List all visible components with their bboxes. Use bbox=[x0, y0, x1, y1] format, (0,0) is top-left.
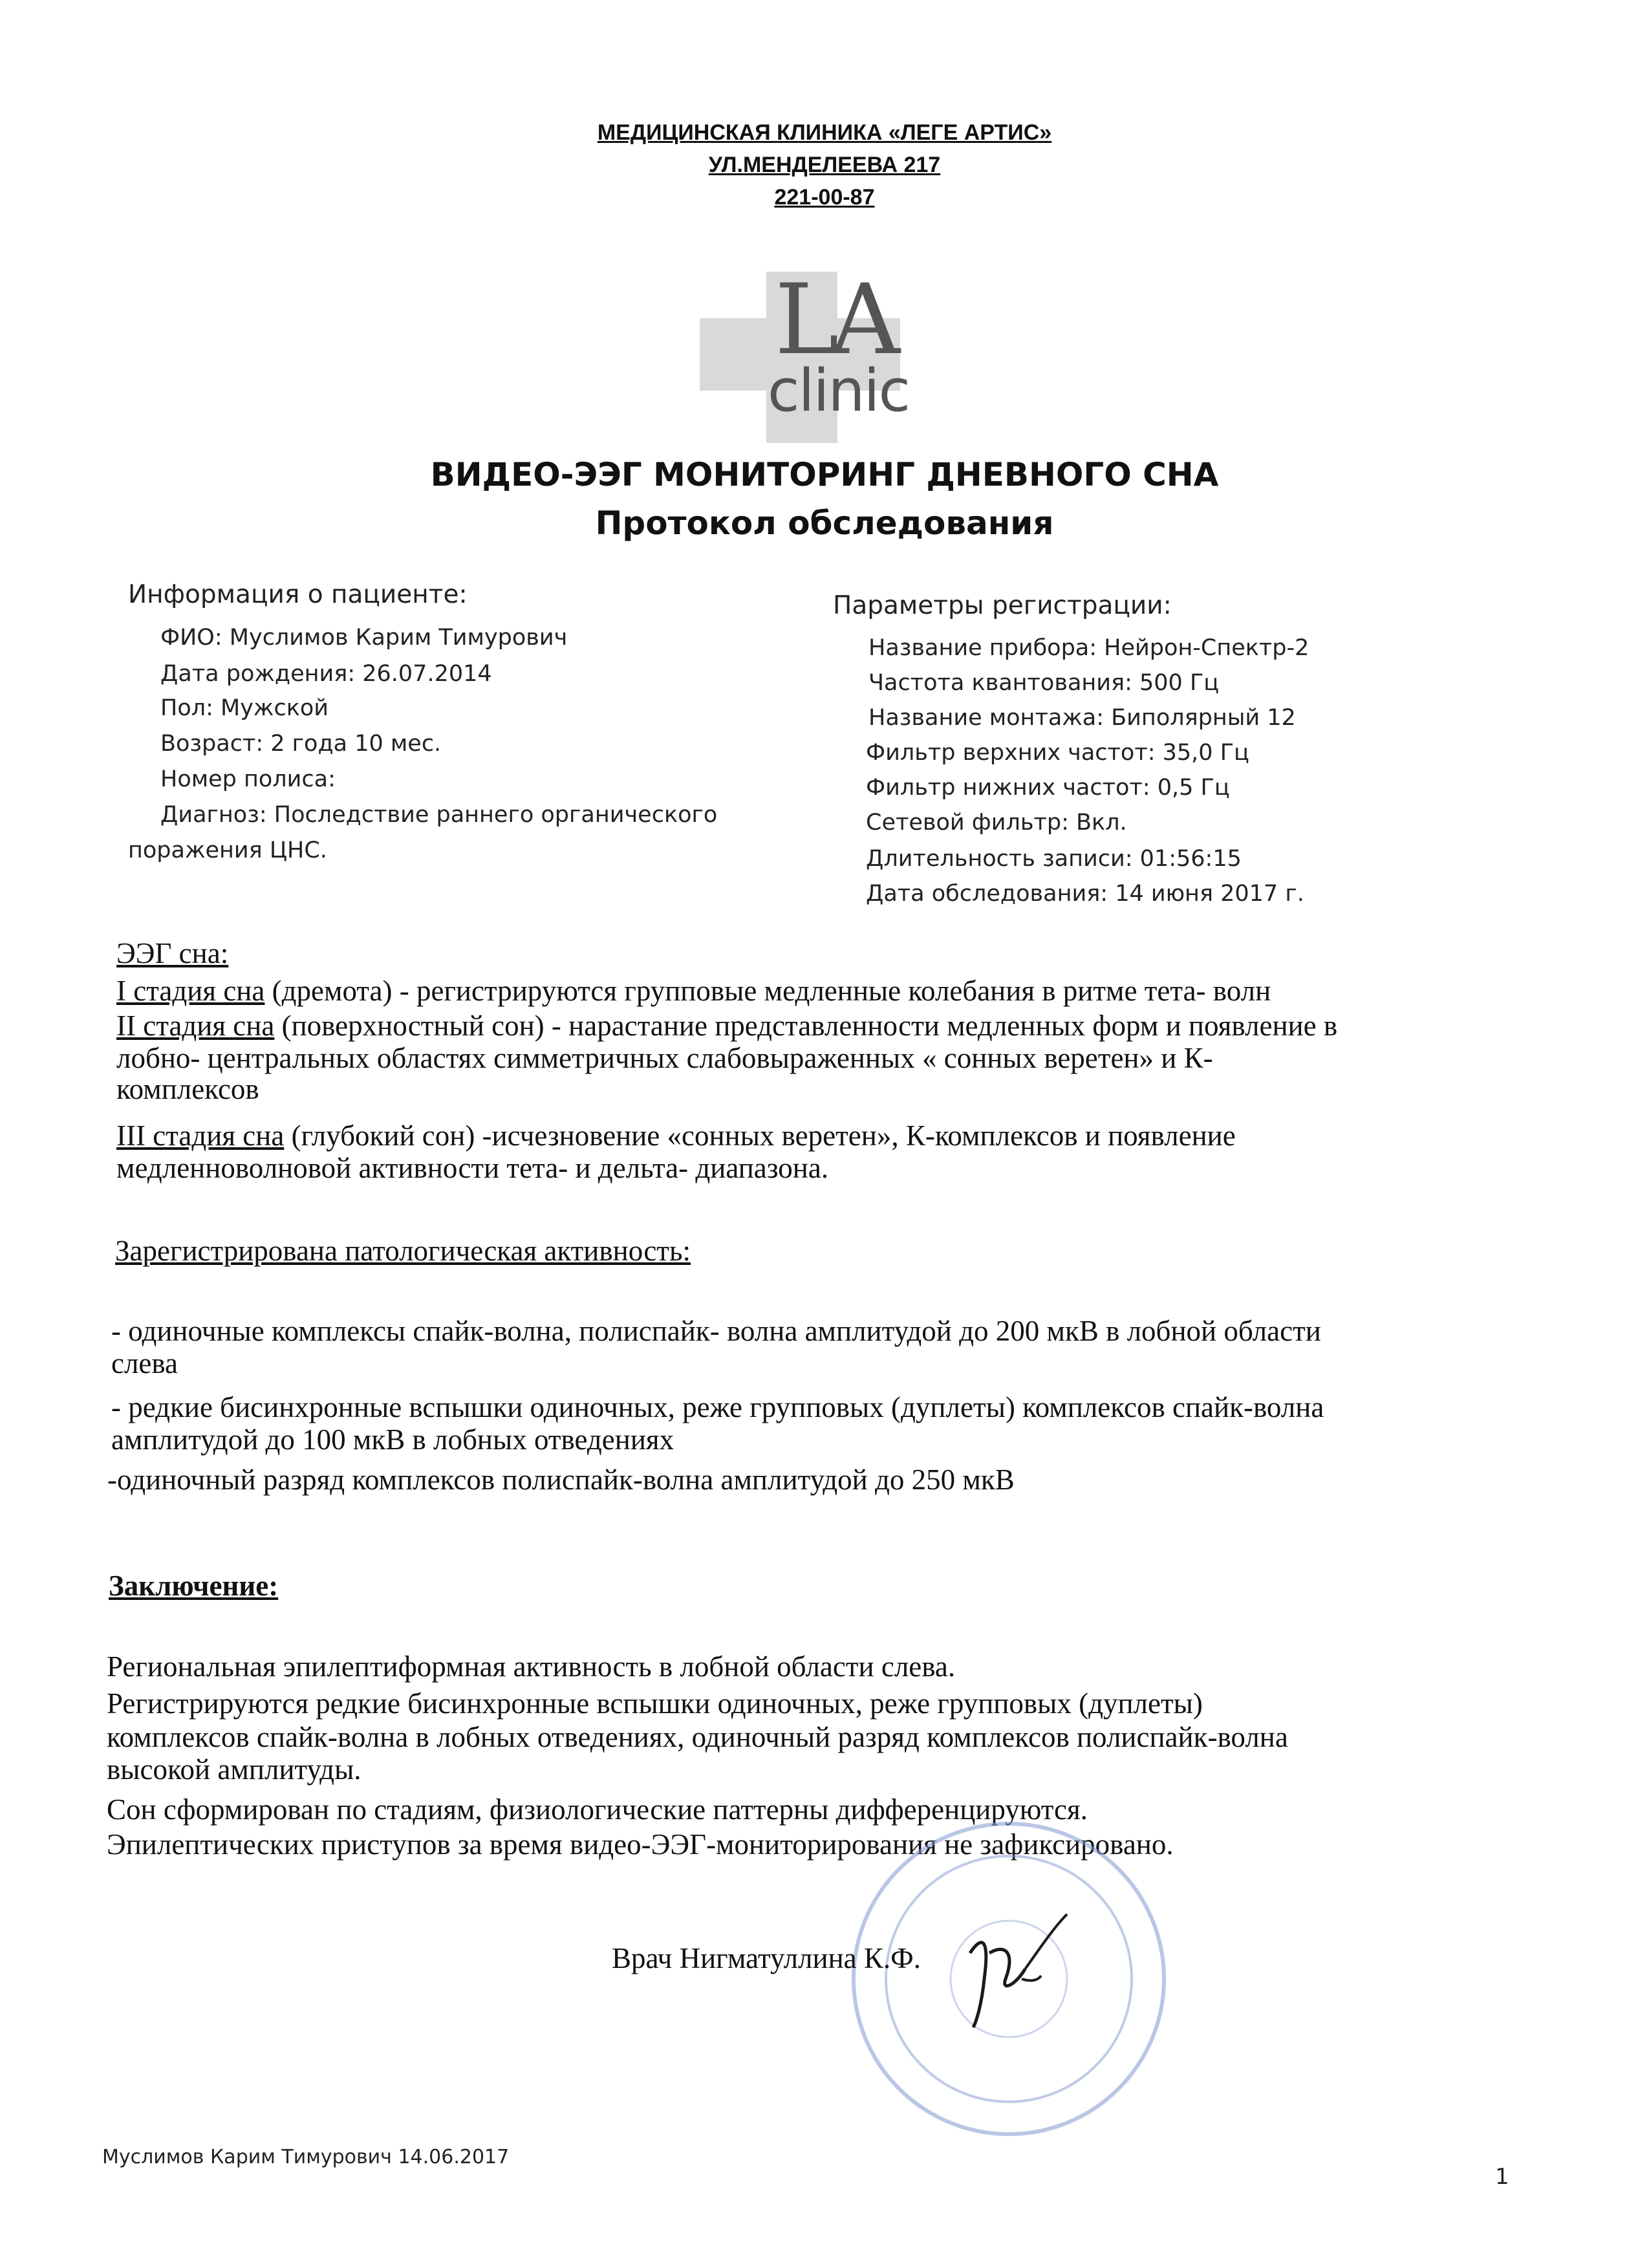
patient-policy: Номер полиса: bbox=[160, 766, 336, 792]
sleep-stage-1 bbox=[116, 974, 1271, 1008]
stage-2-label: II стадия сна bbox=[116, 1010, 275, 1042]
pathology-line-5: -одиночный разряд комплексов полиспайк-волна амплитудой до 250 мкВ bbox=[107, 1463, 1015, 1496]
patient-info-heading: Информация о пациенте: bbox=[128, 580, 468, 609]
conclusion-heading: Заключение: bbox=[109, 1570, 279, 1602]
clinic-phone: 221-00-87 bbox=[774, 185, 875, 210]
clinic-name: МЕДИЦИНСКАЯ КЛИНИКА «ЛЕГЕ АРТИС» bbox=[597, 120, 1052, 145]
patient-dob: Дата рождения: 26.07.2014 bbox=[160, 661, 492, 687]
clinic-logo bbox=[700, 264, 910, 443]
stage-2-line-2: лобно- центральных областях симметричных слабовыраженных « сонных веретен» и К- bbox=[116, 1042, 1213, 1074]
reg-montage: Название монтажа: Биполярный 12 bbox=[868, 705, 1296, 731]
reg-device: Название прибора: Нейрон-Спектр-2 bbox=[868, 635, 1310, 661]
patient-diagnosis: Диагноз: Последствие раннего органического bbox=[160, 802, 718, 828]
stage-3-line-2: медленноволновой активности тета- и дельта- диапазона. bbox=[116, 1152, 829, 1184]
reg-lpf: Фильтр нижних частот: 0,5 Гц bbox=[866, 775, 1230, 801]
pathology-line-4: амплитудой до 100 мкВ в лобных отведениях bbox=[111, 1423, 674, 1456]
pathology-heading: Зарегистрирована патологическая активность: bbox=[115, 1235, 691, 1267]
document-title: ВИДЕО-ЭЭГ МОНИТОРИНГ ДНЕВНОГО СНА bbox=[430, 456, 1219, 493]
stage-1-text: (дремота) - регистрируются групповые медленные колебания в ритме тета- волн bbox=[264, 975, 1271, 1007]
reg-hpf: Фильтр верхних частот: 35,0 Гц bbox=[866, 740, 1249, 766]
registration-heading: Параметры регистрации: bbox=[833, 591, 1172, 620]
stage-1-label: I стадия сна bbox=[116, 975, 265, 1007]
pathology-line-2: слева bbox=[111, 1347, 178, 1379]
reg-notch: Сетевой фильтр: Вкл. bbox=[866, 810, 1127, 836]
sleep-stage-2 bbox=[116, 1009, 1337, 1042]
pathology-line-1: - одиночные комплексы спайк-волна, полиспайк- волна амплитудой до 200 мкВ в лобной области bbox=[111, 1315, 1321, 1347]
logo-word: clinic bbox=[768, 357, 910, 425]
logo-letters: LA bbox=[775, 264, 891, 376]
conclusion-line-5: Сон сформирован по стадиям, физиологические паттерны дифференцируются. bbox=[107, 1793, 1088, 1826]
patient-sex: Пол: Мужской bbox=[160, 695, 329, 721]
reg-date: Дата обследования: 14 июня 2017 г. bbox=[866, 881, 1304, 907]
conclusion-line-6: Эпилептических приступов за время видео-ЭЭГ-мониторирования не зафиксировано. bbox=[107, 1828, 1174, 1861]
conclusion-line-1: Региональная эпилептиформная активность в лобной области слева. bbox=[107, 1650, 956, 1683]
stage-3-label: III стадия сна bbox=[116, 1119, 285, 1152]
conclusion-line-2: Регистрируются редкие бисинхронные вспышки одиночных, реже групповых (дуплеты) bbox=[107, 1687, 1203, 1720]
conclusion-line-4: высокой амплитуды. bbox=[107, 1753, 361, 1786]
pathology-line-3: - редкие бисинхронные вспышки одиночных, реже групповых (дуплеты) комплексов спайк-волна bbox=[111, 1391, 1324, 1423]
footer-patient-date: Муслимов Карим Тимурович 14.06.2017 bbox=[102, 2146, 510, 2168]
reg-sampling: Частота квантования: 500 Гц bbox=[868, 670, 1220, 696]
stage-2-line-3: комплексов bbox=[116, 1073, 259, 1105]
stage-2-text: (поверхностный сон) - нарастание представленности медленных форм и появление в bbox=[274, 1010, 1338, 1042]
sleep-stage-3 bbox=[116, 1119, 1236, 1152]
clinic-address: УЛ.МЕНДЕЛЕЕВА 217 bbox=[708, 153, 941, 177]
page-number: 1 bbox=[1495, 2164, 1509, 2190]
sleep-heading: ЭЭГ сна: bbox=[116, 937, 229, 969]
doctor-name: Врач Нигматуллина К.Ф. bbox=[612, 1942, 921, 1974]
doctor-signature bbox=[944, 1908, 1099, 2037]
conclusion-line-3: комплексов спайк-волна в лобных отведениях, одиночный разряд комплексов полиспайк-волна bbox=[107, 1721, 1288, 1753]
reg-duration: Длительность записи: 01:56:15 bbox=[866, 846, 1242, 872]
patient-age: Возраст: 2 года 10 мес. bbox=[160, 731, 442, 757]
stage-3-text: (глубокий сон) -исчезновение «сонных веретен», К-комплексов и появление bbox=[284, 1119, 1236, 1152]
patient-fio: ФИО: Муслимов Карим Тимурович bbox=[160, 625, 568, 651]
document-subtitle: Протокол обследования bbox=[595, 504, 1054, 542]
patient-diagnosis-cont: поражения ЦНС. bbox=[128, 837, 327, 863]
